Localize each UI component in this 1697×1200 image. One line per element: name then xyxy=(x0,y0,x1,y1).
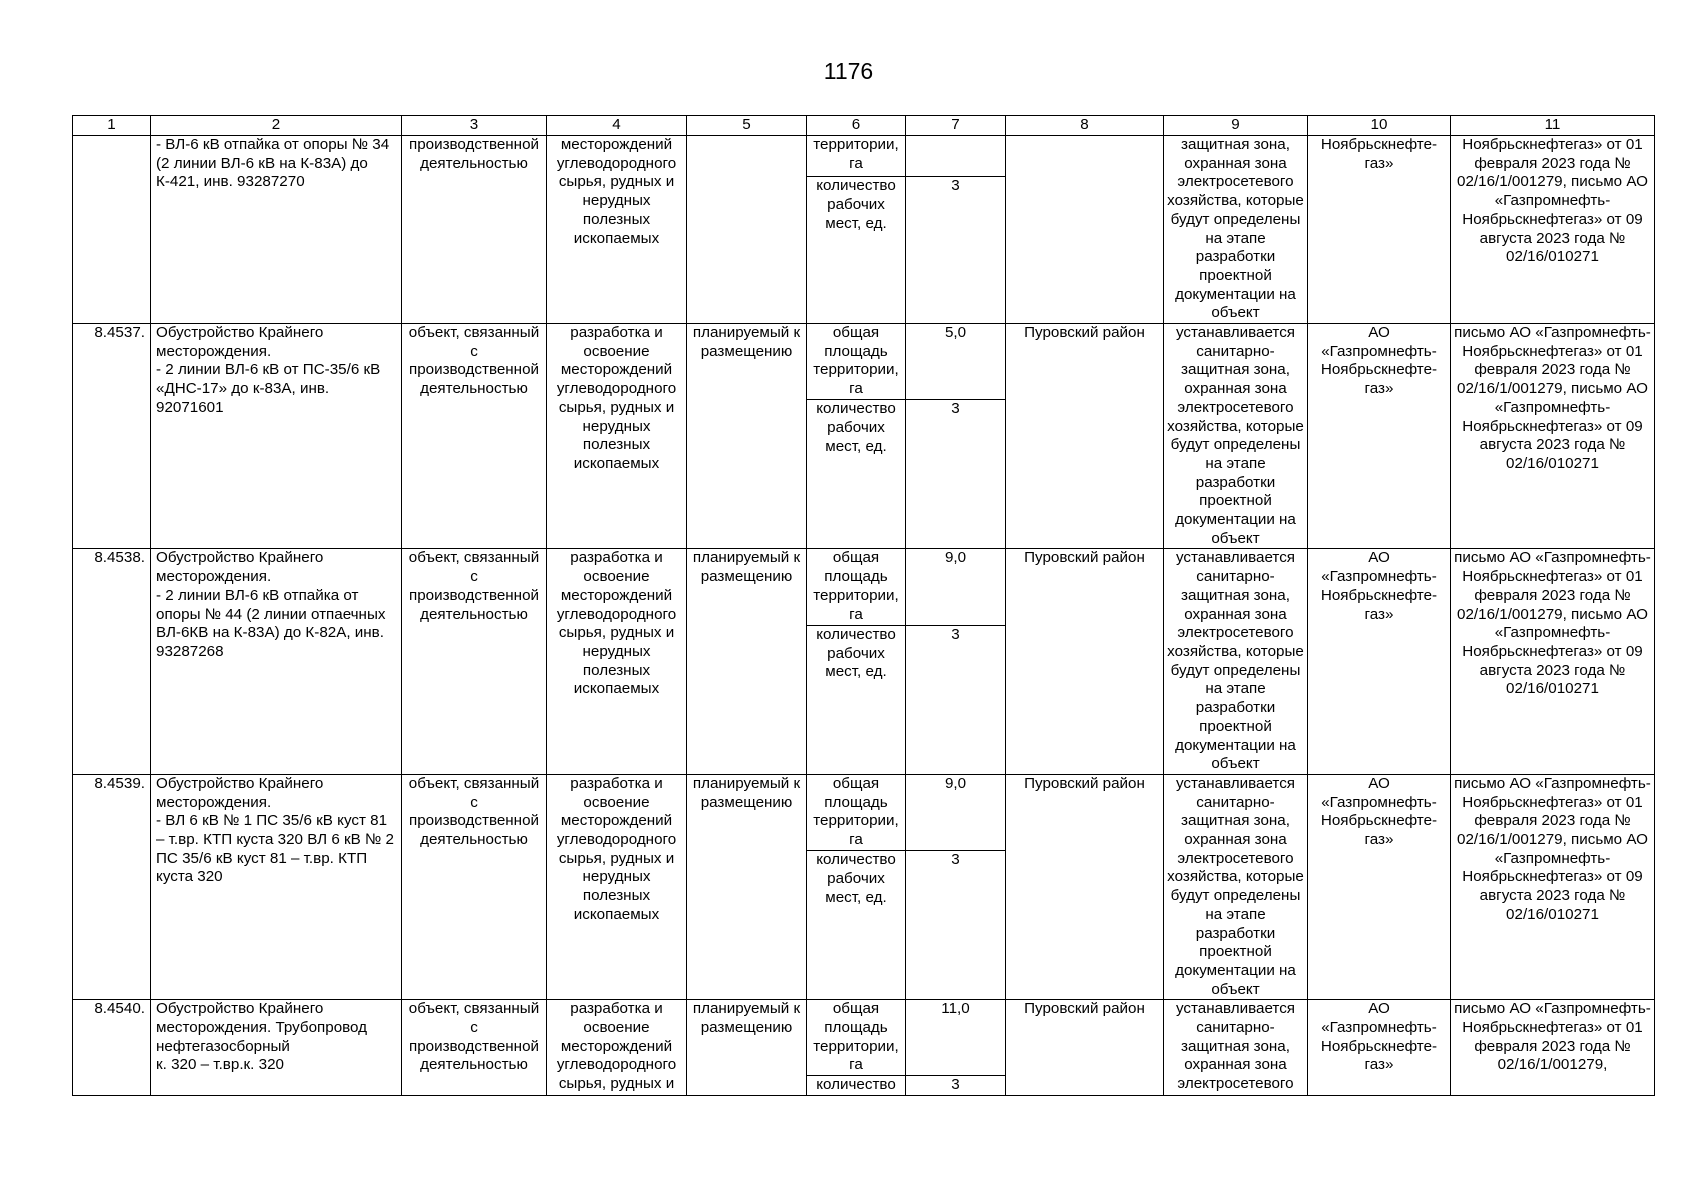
zone-description: устанавливается санитарно-защитная зона, охранная зона электросетевого xyxy=(1164,1000,1308,1096)
param-area-label: общая площадь территории, га xyxy=(807,1000,906,1076)
column-header: 9 xyxy=(1164,116,1308,136)
page-number: 1176 xyxy=(823,58,874,84)
row-number: 8.4537. xyxy=(73,324,151,549)
row-number: 8.4538. xyxy=(73,549,151,774)
location: Пуровский район xyxy=(1006,1000,1164,1096)
object-name: - ВЛ-6 кВ отпайка от опоры № 34 (2 линии ВЛ-6 кВ на К-83А) до К-421, инв. 93287270 xyxy=(151,136,402,324)
column-header: 10 xyxy=(1308,116,1451,136)
object-status: планируемый к размещению xyxy=(687,324,807,549)
column-header: 11 xyxy=(1451,116,1655,136)
jobs-value: 3 xyxy=(906,1076,1006,1096)
jobs-value: 3 xyxy=(906,851,1006,1000)
area-value: 9,0 xyxy=(906,549,1006,625)
object-status: планируемый к размещению xyxy=(687,774,807,999)
location: Пуровский район xyxy=(1006,324,1164,549)
table-row-continuation xyxy=(73,136,1655,177)
object-type: производственной деятельностью xyxy=(402,136,547,324)
zone-description: устанавливается санитарно-защитная зона, охранная зона электросетевого хозяйства, которые будут определены на этапе разработки проектной документации на объект xyxy=(1164,324,1308,549)
owner: АО «Газпромнефть-Ноябрьскнефте-газ» xyxy=(1308,774,1451,999)
object-purpose: разработка и освоение месторождений углеводородного сырья, рудных и нерудных полезных ископаемых xyxy=(547,774,687,999)
param-area-label: общая площадь территории, га xyxy=(807,324,906,400)
column-header: 6 xyxy=(807,116,906,136)
object-type: объект, связанный с производственной деятельностью xyxy=(402,1000,547,1096)
table-row xyxy=(73,774,1655,850)
object-type: объект, связанный с производственной деятельностью xyxy=(402,324,547,549)
object-name: Обустройство Крайнего месторождения. - 2 линии ВЛ-6 кВ от ПС-35/6 кВ «ДНС-17» до к-83А, инв. 92071601 xyxy=(151,324,402,549)
object-purpose: разработка и освоение месторождений углеводородного сырья, рудных и нерудных полезных ископаемых xyxy=(547,324,687,549)
column-header: 8 xyxy=(1006,116,1164,136)
object-purpose: разработка и освоение месторождений углеводородного сырья, рудных и нерудных полезных ископаемых xyxy=(547,549,687,774)
row-number: 8.4539. xyxy=(73,774,151,999)
header-row xyxy=(73,116,1655,136)
table-row xyxy=(73,324,1655,400)
location xyxy=(1006,136,1164,324)
object-name: Обустройство Крайнего месторождения. - ВЛ 6 кВ № 1 ПС 35/6 кВ куст 81 – т.вр. КТП куста 320 ВЛ 6 кВ № 2 ПС 35/6 кВ куст 81 – т.вр. КТП куста 320 xyxy=(151,774,402,999)
jobs-value: 3 xyxy=(906,177,1006,324)
object-purpose: разработка и освоение месторождений углеводородного сырья, рудных и xyxy=(547,1000,687,1096)
register-table xyxy=(72,115,1655,1096)
owner: Ноябрьскнефте-газ» xyxy=(1308,136,1451,324)
column-header: 2 xyxy=(151,116,402,136)
zone-description: устанавливается санитарно-защитная зона, охранная зона электросетевого хозяйства, которые будут определены на этапе разработки проектной документации на объект xyxy=(1164,549,1308,774)
area-value: 5,0 xyxy=(906,324,1006,400)
basis-document: письмо АО «Газпромнефть-Ноябрьскнефтегаз» от 01 февраля 2023 года № 02/16/1/001279, письмо АО «Газпромнефть-Ноябрьскнефтегаз» от 09 августа 2023 года № 02/16/010271 xyxy=(1451,324,1655,549)
column-header: 5 xyxy=(687,116,807,136)
param-jobs-label: количество xyxy=(807,1076,906,1096)
jobs-value: 3 xyxy=(906,625,1006,774)
basis-document: письмо АО «Газпромнефть-Ноябрьскнефтегаз» от 01 февраля 2023 года № 02/16/1/001279, письмо АО «Газпромнефть-Ноябрьскнефтегаз» от 09 августа 2023 года № 02/16/010271 xyxy=(1451,549,1655,774)
owner: АО «Газпромнефть-Ноябрьскнефте-газ» xyxy=(1308,549,1451,774)
param-area-label: общая площадь территории, га xyxy=(807,774,906,850)
area-value xyxy=(906,136,1006,177)
object-status: планируемый к размещению xyxy=(687,1000,807,1096)
object-status xyxy=(687,136,807,324)
object-type: объект, связанный с производственной деятельностью xyxy=(402,549,547,774)
object-name: Обустройство Крайнего месторождения. Трубопровод нефтегазосборный к. 320 – т.вр.к. 320 xyxy=(151,1000,402,1096)
param-area-label: территории, га xyxy=(807,136,906,177)
param-jobs-label: количество рабочих мест, ед. xyxy=(807,851,906,1000)
owner: АО «Газпромнефть-Ноябрьскнефте-газ» xyxy=(1308,1000,1451,1096)
basis-document: письмо АО «Газпромнефть-Ноябрьскнефтегаз» от 01 февраля 2023 года № 02/16/1/001279, письмо АО «Газпромнефть-Ноябрьскнефтегаз» от 09 августа 2023 года № 02/16/010271 xyxy=(1451,774,1655,999)
column-header: 1 xyxy=(73,116,151,136)
table-row xyxy=(73,549,1655,625)
table-row xyxy=(73,1000,1655,1076)
area-value: 9,0 xyxy=(906,774,1006,850)
row-number xyxy=(73,136,151,324)
param-jobs-label: количество рабочих мест, ед. xyxy=(807,177,906,324)
param-jobs-label: количество рабочих мест, ед. xyxy=(807,400,906,549)
owner: АО «Газпромнефть-Ноябрьскнефте-газ» xyxy=(1308,324,1451,549)
object-purpose: месторождений углеводородного сырья, рудных и нерудных полезных ископаемых xyxy=(547,136,687,324)
basis-document: письмо АО «Газпромнефть-Ноябрьскнефтегаз» от 01 февраля 2023 года № 02/16/1/001279, xyxy=(1451,1000,1655,1096)
column-header: 4 xyxy=(547,116,687,136)
basis-document: Ноябрьскнефтегаз» от 01 февраля 2023 года № 02/16/1/001279, письмо АО «Газпромнефть-Ноябрьскнефтегаз» от 09 августа 2023 года № 02/16/010271 xyxy=(1451,136,1655,324)
param-area-label: общая площадь территории, га xyxy=(807,549,906,625)
column-header: 7 xyxy=(906,116,1006,136)
param-jobs-label: количество рабочих мест, ед. xyxy=(807,625,906,774)
column-header: 3 xyxy=(402,116,547,136)
zone-description: устанавливается санитарно-защитная зона, охранная зона электросетевого хозяйства, которые будут определены на этапе разработки проектной документации на объект xyxy=(1164,774,1308,999)
object-status: планируемый к размещению xyxy=(687,549,807,774)
row-number: 8.4540. xyxy=(73,1000,151,1096)
object-type: объект, связанный с производственной деятельностью xyxy=(402,774,547,999)
object-name: Обустройство Крайнего месторождения. - 2 линии ВЛ-6 кВ отпайка от опоры № 44 (2 линии отпаечных ВЛ-6КВ на К-83А) до К-82А, инв. 93287268 xyxy=(151,549,402,774)
location: Пуровский район xyxy=(1006,549,1164,774)
jobs-value: 3 xyxy=(906,400,1006,549)
zone-description: защитная зона, охранная зона электросетевого хозяйства, которые будут определены на этапе разработки проектной документации на объект xyxy=(1164,136,1308,324)
area-value: 11,0 xyxy=(906,1000,1006,1076)
location: Пуровский район xyxy=(1006,774,1164,999)
